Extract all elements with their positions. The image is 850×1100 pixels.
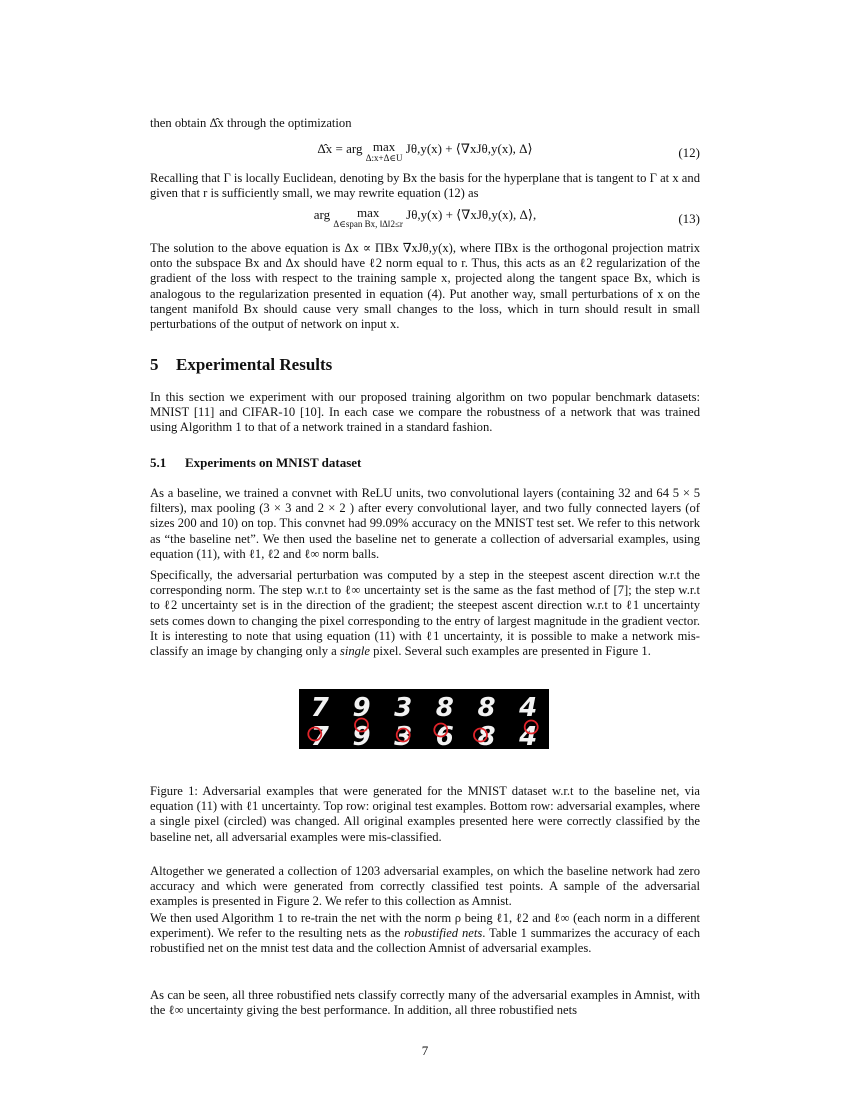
adversarial-example-digit: 9 [352, 722, 371, 749]
adversarial-example-digit: 4 [519, 722, 538, 749]
page-number: 7 [421, 1043, 429, 1058]
para-specifically [150, 568, 700, 659]
adversarial-example-digit: 6 [435, 722, 454, 749]
eq12-number: (12) [678, 145, 700, 160]
eq13-rhs: Jθ,y(x) + ⟨∇xJθ,y(x), Δ⟩, [406, 207, 537, 222]
para-specifically-emphasis: single [339, 644, 371, 659]
section-heading-5-1 [150, 455, 700, 471]
figure-1-caption: Figure 1: Adversarial examples that were generated for the MNIST dataset w.r.t to the baseline net, via equation (11) with ℓ1 uncertainty. Top row: original test examples. Bottom row: adversarial examples, where a single pixel (circled) was changed. All original examples presented here were correctly classified by the baseline net, all adversarial examples were mis-classified. [150, 784, 700, 844]
para-seen: As can be seen, all three robustified nets classify correctly many of the adversarial examples in Amnist, with the ℓ∞ uncertainty giving the best performance. In addition, all three robustified nets [150, 988, 700, 1018]
para-solution: The solution to the above equation is Δx ∝ ΠBx ∇xJθ,y(x), where ΠBx is the orthogonal projection matrix onto the subspace Bx and Δx should have ℓ2 norm equal to r. Thus, this acts as an ℓ2 regularization of the gradient of the loss with respect to the training sample x, projected along the tangent space Bx, which is analogous to the regularization presented in equation (4). Put another way, small perturbations of x on the tangent manifold Bx should cause very small changes to the loss, which in turn should result in small perturbations of the output of network on input x. [150, 241, 700, 332]
section-5-1-number: 5.1 [150, 455, 167, 470]
para-altogether: Altogether we generated a collection of 1203 adversarial examples, on which the baseline network had zero accuracy and which were generated from correctly classified test points. A sample of the adversarial examples is presented in Figure 2. We refer to this collection as Amnist. [150, 864, 700, 909]
eq12-lhs: Δ̂x = arg [317, 141, 366, 156]
section-5-title: Experimental Results [176, 355, 333, 374]
figure-1-svg [299, 689, 549, 749]
equation-12 [150, 141, 700, 171]
original-example-digit: 4 [519, 693, 538, 723]
eq13-limit: Δ∈span Bx, ‖Δ‖2≤r [333, 219, 403, 229]
adversarial-example-digit: 3 [394, 722, 413, 749]
figure-1-image [299, 689, 549, 749]
eq13-op: max [356, 205, 380, 220]
section-5-number: 5 [150, 355, 159, 374]
intro-line: then obtain Δ̂x through the optimization [150, 116, 352, 130]
eq13-number: (13) [678, 211, 700, 226]
para-baseline: As a baseline, we trained a convnet with ReLU units, two convolutional layers (containing 32 and 64 5 × 5 filters), max pooling (3 × 3 and 2 × 2 ) after every convolutional layer, and two fully connected layers (of sizes 200 and 10) on top. This convnet had 99.09% accuracy on the MNIST test set. We refer to this network as “the baseline net”. We then used the baseline net to generate a collection of adversarial examples, using equation (11), with ℓ1, ℓ2 and ℓ∞ norm balls. [150, 486, 700, 561]
para-retrain-emphasis: robustified nets [404, 926, 483, 941]
section-5-1-title: Experiments on MNIST dataset [185, 455, 362, 470]
para-retrain [150, 911, 700, 957]
para-specifically-part2: pixel. Several such examples are presented in Figure 1. [373, 644, 651, 659]
eq12-limit: Δ:x+Δ∈U [365, 153, 403, 163]
original-example-digit: 8 [435, 693, 454, 723]
original-example-digit: 7 [310, 693, 329, 723]
original-example-digit: 3 [394, 693, 413, 723]
para-retrain-part1: We then used Algorithm 1 to re-train the net with the norm ρ being ℓ1, ℓ2 and ℓ∞ (each norm in a different experiment). We refer to the resulting nets as the [150, 911, 700, 941]
eq12-rhs: Jθ,y(x) + ⟨∇xJθ,y(x), Δ⟩ [405, 141, 533, 156]
original-example-digit: 9 [352, 693, 371, 723]
adversarial-example-digit: 7 [310, 722, 329, 749]
eq13-lhs: arg [313, 207, 334, 222]
para-recall: Recalling that Γ is locally Euclidean, denoting by Bx the basis for the hyperplane that is tangent to Γ at x and given that r is sufficiently small, we may rewrite equation (12) as [150, 171, 700, 201]
para-section-5: In this section we experiment with our proposed training algorithm on two popular benchmark datasets: MNIST [11] and CIFAR-10 [10]. In each case we compare the robustness of a network that was trained using Algorithm 1 to that of a network trained in a standard fashion. [150, 390, 700, 435]
adversarial-example-digit: 8 [477, 722, 496, 749]
eq12-op: max [372, 139, 396, 154]
section-heading-5 [150, 355, 700, 375]
para-retrain-part2: . Table 1 summarizes the accuracy of each robustified net on the mnist test data and the collection Amnist of adversarial examples. [150, 926, 700, 956]
para-specifically-part1: Specifically, the adversarial perturbation was computed by a step in the steepest ascent direction w.r.t the corresponding norm. The step w.r.t to ℓ∞ uncertainty set is the same as the fast method of [7]; the step w.r.t to ℓ2 uncertainty set is in the direction of the gradient; the steepest ascent direction w.r.t to ℓ1 uncertainty sets comes down to changing the pixel corresponding to the entry of largest magnitude in the gradient vector. It is interesting to note that using equation (11) with ℓ1 uncertainty, it is possible to make a network mis-classify an image by changing only a [150, 568, 700, 659]
original-example-digit: 8 [477, 693, 496, 723]
equation-13 [150, 207, 700, 237]
